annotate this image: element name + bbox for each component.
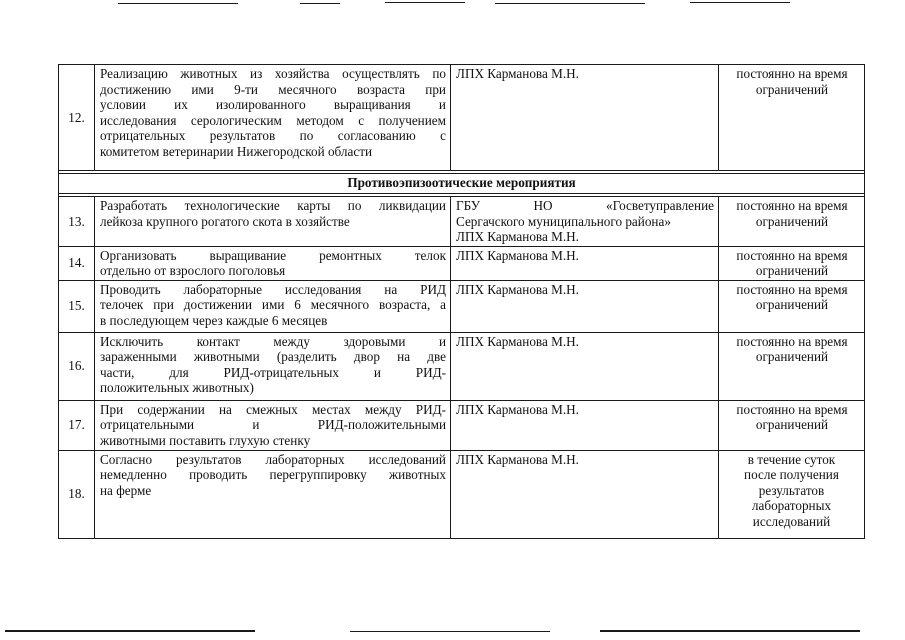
term: постоянно на время ограничений [719, 65, 865, 171]
measure-text [95, 280, 451, 332]
table-row [59, 450, 865, 538]
row-number: 18. [59, 450, 95, 538]
term: постоянно на время ограничений [719, 400, 865, 450]
row-number: 14. [59, 246, 95, 280]
text-line: отдельно от взрослого поголовья [100, 263, 286, 278]
text-line: Проводить лабораторные исследования на РИД [100, 281, 446, 297]
measure-text [95, 65, 451, 171]
term: постоянно на время ограничений [719, 280, 865, 332]
text-line: достижению ими 9-ти месячного возраста при [100, 81, 446, 97]
text-line: части, для РИД-отрицательных и РИД- [100, 364, 446, 380]
term: в течение суток после получения результатов лабораторных исследований [719, 450, 865, 538]
responsible: ЛПХ Карманова М.Н. [451, 400, 719, 450]
table-row [59, 400, 865, 450]
text-line: комитетом ветеринарии Нижегородской области [100, 143, 373, 159]
responsible-line: ГБУ НО «Госветуправление [456, 198, 714, 213]
text-line: Организовать выращивание ремонтных телок [100, 247, 446, 263]
text-line: отрицательных результатов по согласованию с [100, 128, 446, 143]
scan-artifact-top-3 [385, 2, 465, 3]
scan-artifact-top-2 [300, 3, 340, 4]
table-row [59, 280, 865, 332]
text-line: зараженными животными (разделить двор на две [100, 349, 446, 364]
scan-artifact-bottom-1 [5, 630, 255, 632]
scan-artifact-bottom-2 [350, 631, 550, 632]
measure-text [95, 197, 451, 247]
measure-text [95, 450, 451, 538]
responsible: ЛПХ Карманова М.Н. [451, 280, 719, 332]
text-line: условии их изолированного выращивания и [100, 97, 446, 112]
scan-artifact-top-5 [690, 2, 790, 3]
text-line: телочек при достижении ими 6 месячного возраста, а [100, 297, 446, 312]
scan-artifact-bottom-3 [600, 630, 860, 632]
row-number: 17. [59, 400, 95, 450]
section-title [59, 171, 865, 197]
responsible: ЛПХ Карманова М.Н. [451, 332, 719, 400]
measure-text [95, 246, 451, 280]
table-row [59, 246, 865, 280]
row-number: 15. [59, 280, 95, 332]
text-line: положительных животных) [100, 380, 254, 395]
term: постоянно на время ограничений [719, 246, 865, 280]
responsible-line: Сергачского муниципального района» [456, 213, 671, 229]
section-title-text: Противоэпизоотические мероприятия [59, 173, 864, 194]
text-line: При содержании на смежных местах между РИД- [100, 401, 446, 417]
text-line: немедленно проводить перегруппировку животных [100, 467, 446, 482]
text-line: Исключить контакт между здоровыми и [100, 333, 446, 349]
measure-text [95, 400, 451, 450]
text-line: отрицательными и РИД-положительными [100, 417, 446, 432]
responsible: ЛПХ Карманова М.Н. [451, 450, 719, 538]
measures-table [58, 64, 865, 539]
table-row [59, 65, 865, 171]
table-row [59, 197, 865, 247]
responsible: ЛПХ Карманова М.Н. [451, 65, 719, 171]
text-line: Разработать технологические карты по ликвидации [100, 198, 446, 213]
text-line: в последующем через каждые 6 месяцев [100, 312, 328, 328]
scan-artifact-top-4 [495, 3, 645, 4]
text-line: на ферме [100, 482, 152, 498]
text-line: исследования серологическим методом с получением [100, 112, 446, 128]
scan-artifact-top-1 [118, 3, 238, 4]
row-number: 16. [59, 332, 95, 400]
section-row [59, 171, 865, 197]
text-line: Реализацию животных из хозяйства осуществлять по [100, 66, 446, 81]
text-line: животными поставить глухую стенку [100, 432, 311, 448]
text-line: лейкоза крупного рогатого скота в хозяйстве [100, 213, 350, 229]
table-row [59, 332, 865, 400]
responsible: ЛПХ Карманова М.Н. [451, 246, 719, 280]
row-number: 12. [59, 65, 95, 171]
measure-text [95, 332, 451, 400]
term: постоянно на время ограничений [719, 197, 865, 247]
term: постоянно на время ограничений [719, 332, 865, 400]
responsible [451, 197, 719, 247]
text-line: Согласно результатов лабораторных исследований [100, 451, 446, 467]
responsible-line: ЛПХ Карманова М.Н. [456, 229, 579, 244]
row-number: 13. [59, 197, 95, 247]
